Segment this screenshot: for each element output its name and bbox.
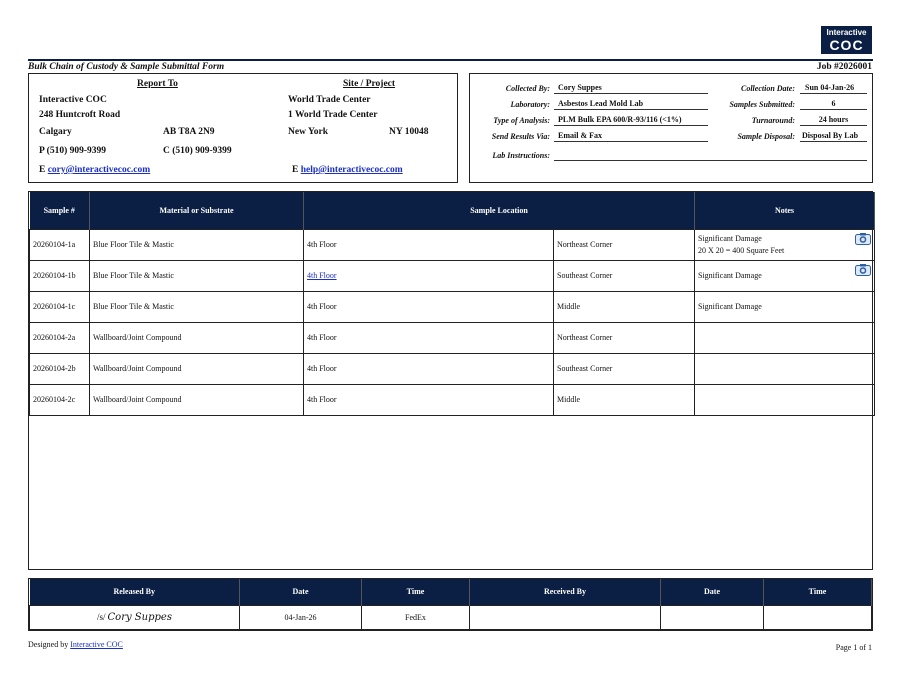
table-row	[30, 229, 875, 260]
sample-area: Middle	[554, 384, 695, 415]
col-header-received-time: Time	[764, 579, 872, 605]
table-row	[30, 260, 875, 291]
collection-date-field[interactable]: Sun 04-Jan-26	[800, 82, 867, 94]
sample-floor: 4th Floor	[304, 291, 554, 322]
lab-instructions-label: Lab Instructions:	[492, 151, 550, 160]
sample-id: 20260104-1a	[30, 229, 90, 260]
report-phone: P (510) 909-9399	[39, 146, 107, 156]
collected-by-field[interactable]: Cory Suppes	[554, 82, 708, 94]
logo-line-1: Interactive	[826, 28, 867, 37]
site-email-link[interactable]: help@interactivecoc.com	[300, 165, 403, 175]
camera-icon[interactable]	[855, 264, 871, 276]
col-header-sample: Sample #	[30, 192, 90, 229]
col-header-release-date: Date	[240, 579, 362, 605]
sample-material: Blue Floor Tile & Mastic	[90, 291, 304, 322]
received-date-cell[interactable]	[661, 605, 764, 629]
sample-note: Significant Damage	[698, 271, 762, 280]
sample-floor: 4th Floor	[304, 322, 554, 353]
release-row	[30, 605, 872, 629]
received-time-cell[interactable]	[764, 605, 872, 629]
sample-notes	[695, 353, 875, 384]
col-header-material: Material or Substrate	[90, 192, 304, 229]
report-to-site-panel	[28, 73, 458, 183]
samples-table	[28, 191, 873, 570]
released-by-cell[interactable]	[30, 605, 240, 629]
table-row	[30, 291, 875, 322]
sample-notes	[695, 229, 875, 260]
sample-floor	[304, 260, 554, 291]
sample-id: 20260104-1b	[30, 260, 90, 291]
laboratory-field[interactable]: Asbestos Lead Mold Lab	[554, 98, 708, 110]
sample-floor: 4th Floor	[304, 384, 554, 415]
site-email-prefix: E	[292, 165, 299, 175]
send-results-field[interactable]: Email & Fax	[554, 130, 708, 142]
designer-link[interactable]: Interactive COC	[70, 640, 123, 649]
report-email-link[interactable]: cory@interactivecoc.com	[47, 165, 151, 175]
form-title: Bulk Chain of Custody & Sample Submittal Form	[28, 62, 225, 72]
lab-instructions-field[interactable]	[554, 149, 867, 161]
collection-info-panel	[469, 73, 873, 183]
report-company: Interactive COC	[39, 95, 107, 105]
col-header-received-by: Received By	[470, 579, 661, 605]
sample-note: Significant Damage	[698, 234, 762, 243]
site-heading: Site / Project	[343, 79, 396, 89]
report-province-postal: AB T8A 2N9	[163, 127, 215, 137]
col-header-location: Sample Location	[304, 192, 695, 229]
col-header-received-date: Date	[661, 579, 764, 605]
site-name: World Trade Center	[288, 95, 371, 105]
sample-notes	[695, 384, 875, 415]
sample-material: Blue Floor Tile & Mastic	[90, 229, 304, 260]
camera-icon[interactable]	[855, 233, 871, 245]
sample-area: Middle	[554, 291, 695, 322]
col-header-release-time: Time	[362, 579, 470, 605]
job-number: Job #2026001	[816, 62, 872, 72]
samples-submitted-field[interactable]: 6	[800, 98, 867, 110]
header-rule	[28, 59, 873, 61]
analysis-label: Type of Analysis:	[493, 116, 550, 125]
table-row	[30, 353, 875, 384]
signature-prefix: /s/	[97, 611, 106, 622]
received-by-cell[interactable]	[470, 605, 661, 629]
sample-notes	[695, 260, 875, 291]
logo-line-2: COC	[829, 37, 864, 53]
analysis-field[interactable]: PLM Bulk EPA 600/R-93/116 (<1%)	[554, 114, 708, 126]
sample-area: Northeast Corner	[554, 322, 695, 353]
sample-area: Northeast Corner	[554, 229, 695, 260]
collection-date-label: Collection Date:	[741, 84, 795, 93]
col-header-notes: Notes	[695, 192, 875, 229]
sample-area: Southeast Corner	[554, 260, 695, 291]
sample-area: Southeast Corner	[554, 353, 695, 384]
sample-material: Blue Floor Tile & Mastic	[90, 260, 304, 291]
sample-id: 20260104-2b	[30, 353, 90, 384]
site-state-zip: NY 10048	[389, 127, 429, 137]
sample-disposal-field[interactable]: Disposal By Lab	[800, 130, 867, 142]
release-table	[28, 578, 873, 631]
sample-material: Wallboard/Joint Compound	[90, 353, 304, 384]
report-email-prefix: E	[39, 165, 46, 175]
col-header-released-by: Released By	[30, 579, 240, 605]
turnaround-label: Turnaround:	[751, 116, 795, 125]
sample-disposal-label: Sample Disposal:	[737, 132, 795, 141]
sample-floor: 4th Floor	[304, 229, 554, 260]
site-city: New York	[288, 127, 329, 137]
sample-material: Wallboard/Joint Compound	[90, 322, 304, 353]
site-address: 1 World Trade Center	[288, 110, 378, 120]
sample-floor-link[interactable]: 4th Floor	[307, 271, 337, 280]
designed-by-label: Designed by	[28, 640, 69, 649]
collected-by-label: Collected By:	[505, 84, 550, 93]
sample-notes: Significant Damage	[695, 291, 875, 322]
send-results-label: Send Results Via:	[491, 132, 550, 141]
sample-note-detail: 20 X 20 = 400 Square Feet	[698, 246, 785, 255]
report-to-heading: Report To	[137, 79, 178, 89]
sample-id: 20260104-2c	[30, 384, 90, 415]
sample-floor: 4th Floor	[304, 353, 554, 384]
turnaround-field[interactable]: 24 hours	[800, 114, 867, 126]
release-date-cell[interactable]: 04-Jan-26	[240, 605, 362, 629]
table-row	[30, 384, 875, 415]
report-city: Calgary	[39, 127, 72, 137]
report-email-row	[39, 165, 150, 175]
designed-by	[28, 640, 123, 649]
report-cell: C (510) 909-9399	[163, 146, 232, 156]
signature: Cory Suppes	[107, 611, 172, 623]
sample-material: Wallboard/Joint Compound	[90, 384, 304, 415]
table-row	[30, 322, 875, 353]
page-number: Page 1 of 1	[835, 643, 872, 652]
report-address: 248 Huntcroft Road	[39, 110, 121, 120]
release-header-row	[30, 579, 872, 605]
laboratory-label: Laboratory:	[510, 100, 550, 109]
sample-id: 20260104-2a	[30, 322, 90, 353]
samples-submitted-label: Samples Submitted:	[729, 100, 795, 109]
site-email-row	[292, 165, 403, 175]
samples-header-row	[30, 192, 875, 229]
sample-notes	[695, 322, 875, 353]
sample-id: 20260104-1c	[30, 291, 90, 322]
release-time-cell[interactable]: FedEx	[362, 605, 470, 629]
company-logo	[821, 26, 872, 54]
